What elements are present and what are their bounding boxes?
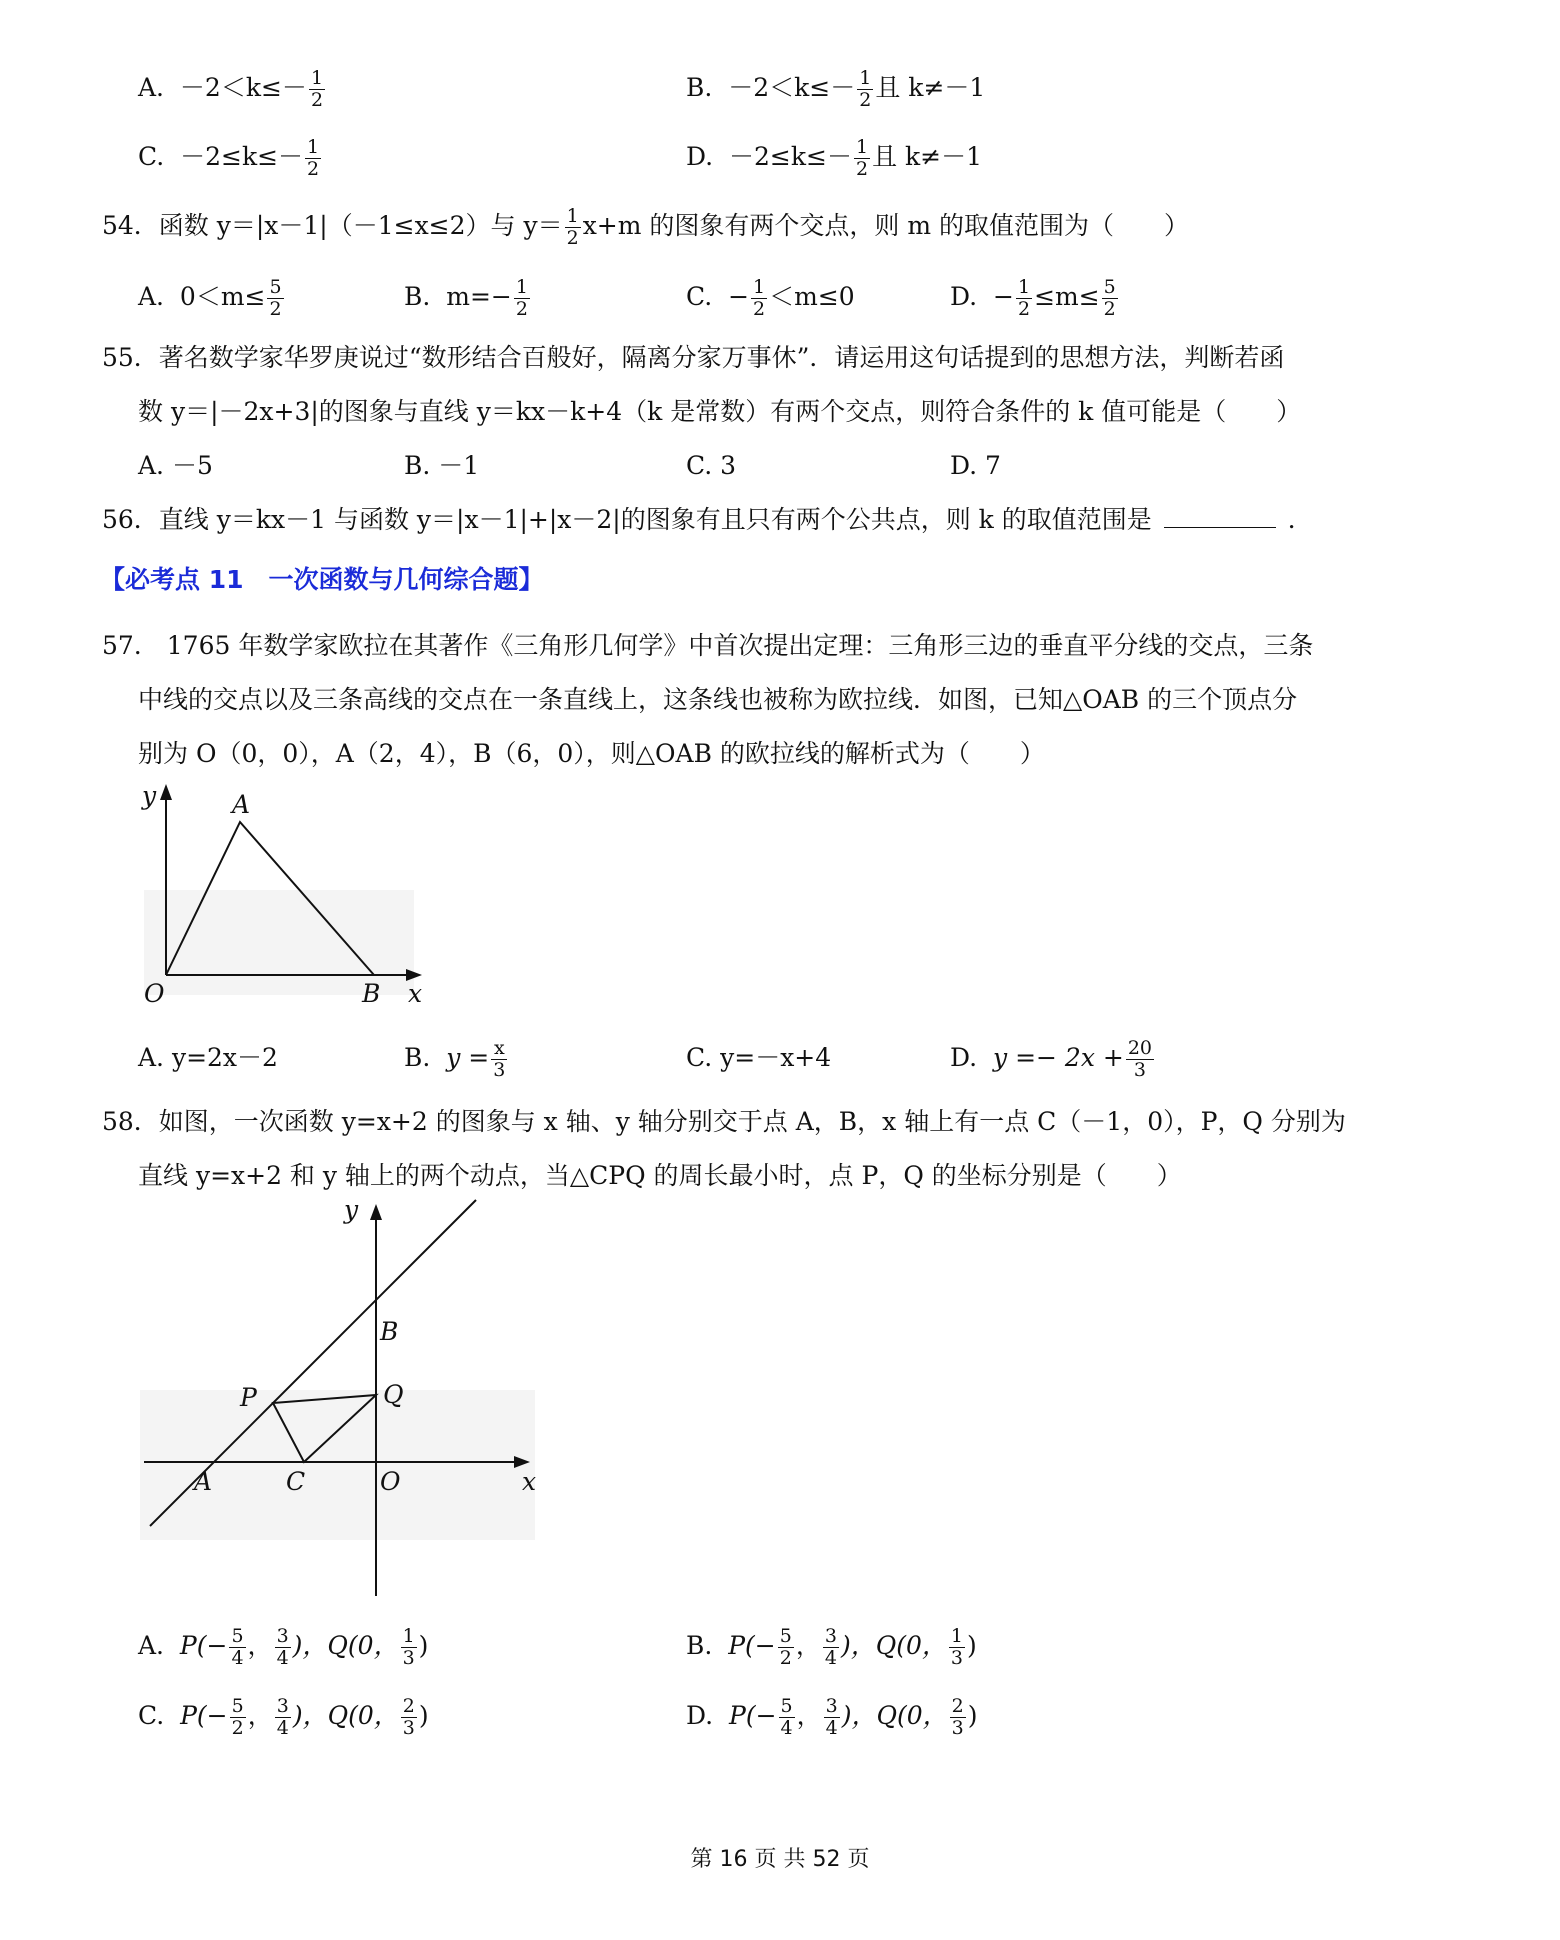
- numerator: 1: [402, 1625, 415, 1647]
- q54-option-c: [686, 277, 855, 320]
- option-label: D.: [686, 1701, 714, 1730]
- fraction: [854, 137, 870, 180]
- option-text-suffix: 且 k≠－1: [872, 142, 983, 171]
- y-axis-arrow: [160, 784, 172, 800]
- denominator: 4: [276, 1647, 289, 1669]
- option-label: C.: [138, 1701, 165, 1730]
- q54-option-b: [404, 277, 532, 320]
- q58-stem-line2: 直线 y=x+2 和 y 轴上的两个动点，当△CPQ 的周长最小时，点 P，Q 的坐标分别是（ ）: [138, 1161, 1182, 1190]
- fraction: [401, 1626, 417, 1669]
- denominator: 4: [825, 1717, 838, 1739]
- option-text: )，Q(0，: [292, 1701, 399, 1730]
- option-label: D.: [686, 142, 714, 171]
- numerator: 3: [825, 1695, 838, 1717]
- denominator: 3: [493, 1059, 506, 1081]
- numerator: 5: [231, 1695, 244, 1717]
- q55-option-c: C. 3: [686, 451, 737, 480]
- fraction: [565, 206, 581, 249]
- separator: ，: [247, 1631, 273, 1660]
- fraction: [950, 1696, 966, 1739]
- denominator: 2: [231, 1717, 244, 1739]
- option-text: －2≤k≤－: [180, 142, 304, 171]
- q55-option-b: B. －1: [404, 451, 480, 480]
- closing-paren: ): [418, 1631, 429, 1660]
- option-text: －2≤k≤－: [729, 142, 852, 171]
- figure-shade: [140, 1390, 535, 1540]
- separator: ，: [247, 1701, 273, 1730]
- option-label: C.: [686, 282, 713, 311]
- q57-stem-line3: 别为 O（0，0），A（2，4），B（6，0），则△OAB 的欧拉线的解析式为（ ）: [138, 739, 1045, 768]
- numerator: 1: [515, 276, 528, 298]
- numerator: 5: [1103, 276, 1116, 298]
- q58-option-a: [138, 1626, 428, 1669]
- q58-option-c: [138, 1696, 429, 1739]
- closing-paren: ): [967, 1701, 978, 1730]
- option-label: B.: [404, 282, 431, 311]
- fraction: [823, 1626, 839, 1669]
- q58-option-d: [686, 1696, 978, 1739]
- option-text-suffix: ＜m≤0: [769, 282, 855, 311]
- q54-stem: [102, 206, 1189, 249]
- fraction: [824, 1696, 840, 1739]
- denominator: 3: [951, 1717, 964, 1739]
- denominator: 3: [950, 1647, 963, 1669]
- option-label: A.: [138, 1631, 165, 1660]
- q57-stem-line1: 57. 1765 年数学家欧拉在其著作《三角形几何学》中首次提出定理：三角形三边的垂直平分线的交点，三条: [102, 631, 1314, 660]
- fraction: [778, 1626, 794, 1669]
- denominator: 2: [859, 89, 872, 111]
- q57-option-b: [404, 1038, 509, 1081]
- denominator: 2: [515, 298, 528, 320]
- stem-end: ．: [1287, 505, 1313, 534]
- numerator: 3: [276, 1625, 289, 1647]
- denominator: 4: [276, 1717, 289, 1739]
- denominator: 3: [1133, 1059, 1146, 1081]
- q57-stem-line2: 中线的交点以及三条高线的交点在一条直线上，这条线也被称为欧拉线．如图，已知△OAB 的三个顶点分: [138, 685, 1298, 714]
- q58-coordinate-figure: [138, 1190, 558, 1610]
- fraction: [275, 1626, 291, 1669]
- denominator: 4: [780, 1717, 793, 1739]
- denominator: 3: [402, 1647, 415, 1669]
- option-text: P(−: [728, 1631, 776, 1660]
- label-o: O: [144, 979, 165, 1008]
- q57-triangle-figure: [140, 780, 440, 1010]
- option-text: －2＜k≤－: [728, 73, 856, 102]
- numerator: 20: [1127, 1037, 1153, 1059]
- numerator: 5: [780, 1695, 793, 1717]
- page-footer: 第 16 页 共 52 页: [690, 1847, 870, 1872]
- label-y: y: [344, 1195, 359, 1224]
- fraction: [949, 1626, 965, 1669]
- label-o: O: [380, 1467, 401, 1496]
- q58-option-b: [686, 1626, 977, 1669]
- option-label: C.: [138, 142, 165, 171]
- denominator: 2: [1103, 298, 1116, 320]
- fraction: [305, 137, 321, 180]
- denominator: 2: [269, 298, 282, 320]
- denominator: 2: [753, 298, 766, 320]
- fraction: [267, 277, 283, 320]
- q55-option-d: D. 7: [950, 451, 1001, 480]
- label-a: A: [194, 1467, 213, 1496]
- q53-option-b: [686, 68, 985, 111]
- label-x: x: [408, 979, 423, 1008]
- option-text: y =: [446, 1043, 490, 1072]
- separator: ，: [796, 1701, 822, 1730]
- denominator: 4: [824, 1647, 837, 1669]
- option-text: m=−: [446, 282, 512, 311]
- denominator: 2: [566, 227, 579, 249]
- denominator: 2: [779, 1647, 792, 1669]
- fraction: [751, 277, 767, 320]
- numerator: 1: [855, 136, 869, 158]
- q53-option-d: [686, 137, 982, 180]
- denominator: 3: [402, 1717, 415, 1739]
- option-text: P(−: [179, 1631, 228, 1660]
- option-label: D.: [950, 1043, 978, 1072]
- fraction: [1126, 1038, 1154, 1081]
- label-p: P: [240, 1383, 257, 1412]
- numerator: 1: [859, 67, 872, 89]
- denominator: 2: [855, 158, 869, 180]
- stem-text-suffix: x+m 的图象有两个交点，则 m 的取值范围为（ ）: [582, 211, 1190, 240]
- q55-stem-line1: 55．著名数学家华罗庚说过“数形结合百般好，隔离分家万事休”．请运用这句话提到的思想方法，判断若函: [102, 343, 1285, 372]
- fraction: [309, 68, 325, 111]
- denominator: 4: [231, 1647, 244, 1669]
- section-title: 【必考点 11 一次函数与几何综合题】: [100, 565, 544, 594]
- numerator: 3: [824, 1625, 837, 1647]
- option-text: )，Q(0，: [841, 1701, 948, 1730]
- label-y: y: [142, 781, 157, 810]
- q57-option-c: C. y=－x+4: [686, 1043, 832, 1072]
- stem-text: 56．直线 y＝kx－1 与函数 y＝|x－1|+|x－2|的图象有且只有两个公共点，则 k 的取值范围是: [102, 505, 1152, 534]
- option-text: )，Q(0，: [840, 1631, 947, 1660]
- option-label: D.: [950, 282, 978, 311]
- numerator: 1: [307, 136, 320, 158]
- q54-option-d: [950, 277, 1120, 320]
- fraction: [229, 1626, 245, 1669]
- option-text-suffix: 且 k≠－1: [875, 73, 986, 102]
- q53-option-a: [138, 68, 327, 111]
- fraction: [491, 1038, 507, 1081]
- denominator: 2: [1017, 298, 1031, 320]
- label-x: x: [522, 1467, 537, 1496]
- label-c: C: [286, 1467, 306, 1496]
- option-text: −: [993, 282, 1014, 311]
- denominator: 2: [310, 89, 324, 111]
- closing-paren: ): [418, 1701, 429, 1730]
- denominator: 2: [307, 158, 320, 180]
- label-a: A: [232, 790, 251, 819]
- fraction: [1016, 277, 1032, 320]
- numerator: 3: [276, 1695, 289, 1717]
- option-text: P(−: [729, 1701, 777, 1730]
- y-axis-arrow: [370, 1204, 382, 1220]
- numerator: 5: [269, 276, 282, 298]
- fraction: [1102, 277, 1118, 320]
- fraction: [514, 277, 530, 320]
- option-label: B.: [404, 1043, 431, 1072]
- numerator: 5: [231, 1625, 244, 1647]
- option-text: )，Q(0，: [292, 1631, 399, 1660]
- label-b: B: [380, 1317, 399, 1346]
- option-label: B.: [686, 73, 713, 102]
- q55-stem-line2: 数 y＝|－2x+3|的图象与直线 y＝kx－k+4（k 是常数）有两个交点，则符合条件的 k 值可能是（ ）: [138, 397, 1302, 426]
- numerator: 1: [566, 205, 579, 227]
- q54-option-a: [138, 277, 286, 320]
- label-q: Q: [383, 1380, 404, 1409]
- numerator: 1: [753, 276, 766, 298]
- fraction: [779, 1696, 795, 1739]
- q53-option-c: [138, 137, 323, 180]
- option-text-middle: ≤m≤: [1034, 282, 1100, 311]
- numerator: 1: [950, 1625, 963, 1647]
- numerator: 2: [951, 1695, 964, 1717]
- q55-option-a: A. －5: [138, 451, 213, 480]
- numerator: 1: [310, 67, 324, 89]
- option-text: P(−: [180, 1701, 228, 1730]
- option-label: A.: [138, 282, 165, 311]
- numerator: x: [491, 1038, 507, 1060]
- stem-text: 54．函数 y＝|x－1|（－1≤x≤2）与 y＝: [102, 211, 563, 240]
- option-text: 0＜m≤: [179, 282, 266, 311]
- numerator: 5: [779, 1625, 792, 1647]
- q57-option-d: [950, 1038, 1156, 1081]
- q56-stem: [102, 500, 1313, 540]
- option-label: B.: [686, 1631, 713, 1660]
- numerator: 1: [1017, 276, 1031, 298]
- option-text: y =− 2x +: [993, 1043, 1124, 1072]
- option-text: −: [728, 282, 750, 311]
- q58-stem-line1: 58．如图，一次函数 y=x+2 的图象与 x 轴、y 轴分别交于点 A，B，x 轴上有一点 C（－1，0），P，Q 分别为: [102, 1107, 1346, 1136]
- option-text: －2＜k≤－: [179, 73, 307, 102]
- numerator: 2: [402, 1695, 415, 1717]
- fraction: [857, 68, 873, 111]
- separator: ，: [795, 1631, 821, 1660]
- label-b: B: [362, 979, 381, 1008]
- closing-paren: ): [966, 1631, 977, 1660]
- fraction: [275, 1696, 291, 1739]
- fraction: [401, 1696, 417, 1739]
- q57-option-a: A. y=2x－2: [138, 1043, 278, 1072]
- answer-blank[interactable]: [1164, 503, 1276, 528]
- fraction: [230, 1696, 246, 1739]
- option-label: A.: [138, 73, 165, 102]
